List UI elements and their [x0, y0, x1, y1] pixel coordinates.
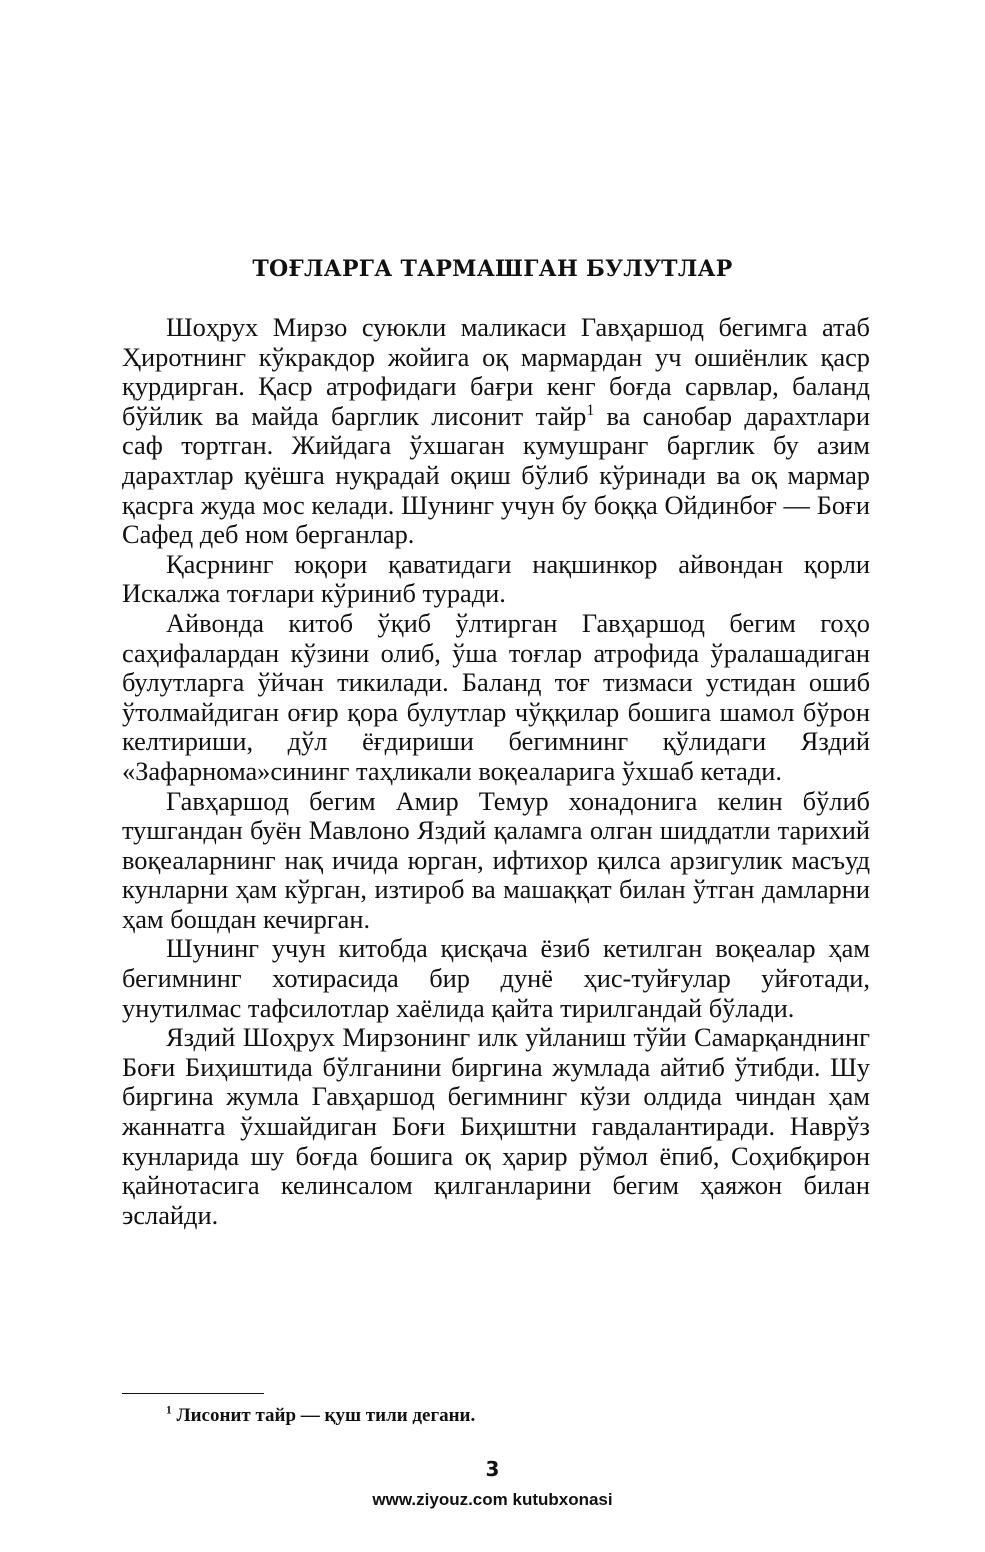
- footnote: [166, 1405, 475, 1427]
- footnote-mark: 1: [166, 1404, 172, 1417]
- footnote-reference: 1: [586, 401, 595, 419]
- paragraph-4: Гавҳаршод бегим Амир Темур хонадонига келин бўлиб тушгандан буён Мавлоно Яздий қаламга олган шиддатли тарихий воқеаларнинг нақ ичида юрган, ифтихор қилса арзигулик масъуд кунларни ҳам кўрган, изтироб ва машаққат билан ўтган дамларни ҳам бошдан кечирган.: [122, 785, 870, 934]
- footnote-text: Лисонит тайр — қуш тили дегани.: [171, 1405, 476, 1426]
- paragraph-2: Қасрнинг юқори қаватидаги нақшинкор айвондан қорли Искалжа тоғлари кўриниб туради.: [122, 548, 870, 609]
- footnote-divider: [122, 1393, 264, 1394]
- chapter-title: ТОҒЛАРГА ТАРМАШГАН БУЛУТЛАР: [252, 256, 733, 282]
- paragraph-5: Шунинг учун китобда қисқача ёзиб кетилган воқеалар ҳам бегимнинг хотирасида бир дунё ҳис-туйғулар уйғотади, унутилмас тафсилотлар хаёлида қайта тирилгандай бўлади.: [122, 933, 870, 1023]
- paragraph-1: [122, 313, 870, 550]
- paragraph-3: Айвонда китоб ўқиб ўлтирган Гавҳаршод бегим гоҳо саҳифалардан кўзини олиб, ўша тоғлар атрофида ўралашадиган булутларга ўйчан тикилади. Баланд тоғ тизмаси устидан ошиб ўтолмайдиган оғир қора булутлар чўққилар бошига шамол бўрон келтириши, дўл ёғдириши бегимнинг қўлидаги Яздий «Зафарнома»сининг таҳликали воқеаларига ўхшаб кетади.: [122, 607, 870, 786]
- site-credit: www.ziyouz.com kutubxonasi: [372, 1490, 613, 1509]
- paragraph-1-text-end: ва санобар дарахтлари саф тортган. Жийдага ўхшаган кумушранг барглик бу азим дарахтлар қуёшга нуқрадай оқиш бўлиб кўринади ва оқ мармар қасрга жуда мос келади. Шунинг учун бу боққа Ойдинбоғ — Боғи Сафед деб ном берганлар.: [122, 400, 870, 550]
- paragraph-1-text-start: Шоҳрух Мирзо суюкли маликаси Гавҳаршод бегимга атаб Ҳиротнинг кўкракдор жойига оқ мармардан уч ошиёнлик қаср қурдирган. Қаср атрофидаги бағри кенг боғда сарвлар, баланд бўйлик ва майда барглик лисонит тайр: [122, 312, 870, 431]
- page-number: 3: [485, 1457, 500, 1481]
- paragraph-6: Яздий Шоҳрух Мирзонинг илк уйланиш тўйи Самарқанднинг Боғи Биҳиштида бўлганини биргина жумлада айтиб ўтибди. Шу биргина жумла Гавҳаршод бегимнинг кўзи олдида чиндан ҳам жаннатга ўхшайдиган Боғи Биҳиштни гавдалантиради. Наврўз кунларида шу боғда бошига оқ ҳарир рўмол ёпиб, Соҳибқирон қайнотасига келинсалом қилганларини бегим ҳаяжон билан эслайди.: [122, 1022, 870, 1230]
- main-text: [122, 313, 870, 1230]
